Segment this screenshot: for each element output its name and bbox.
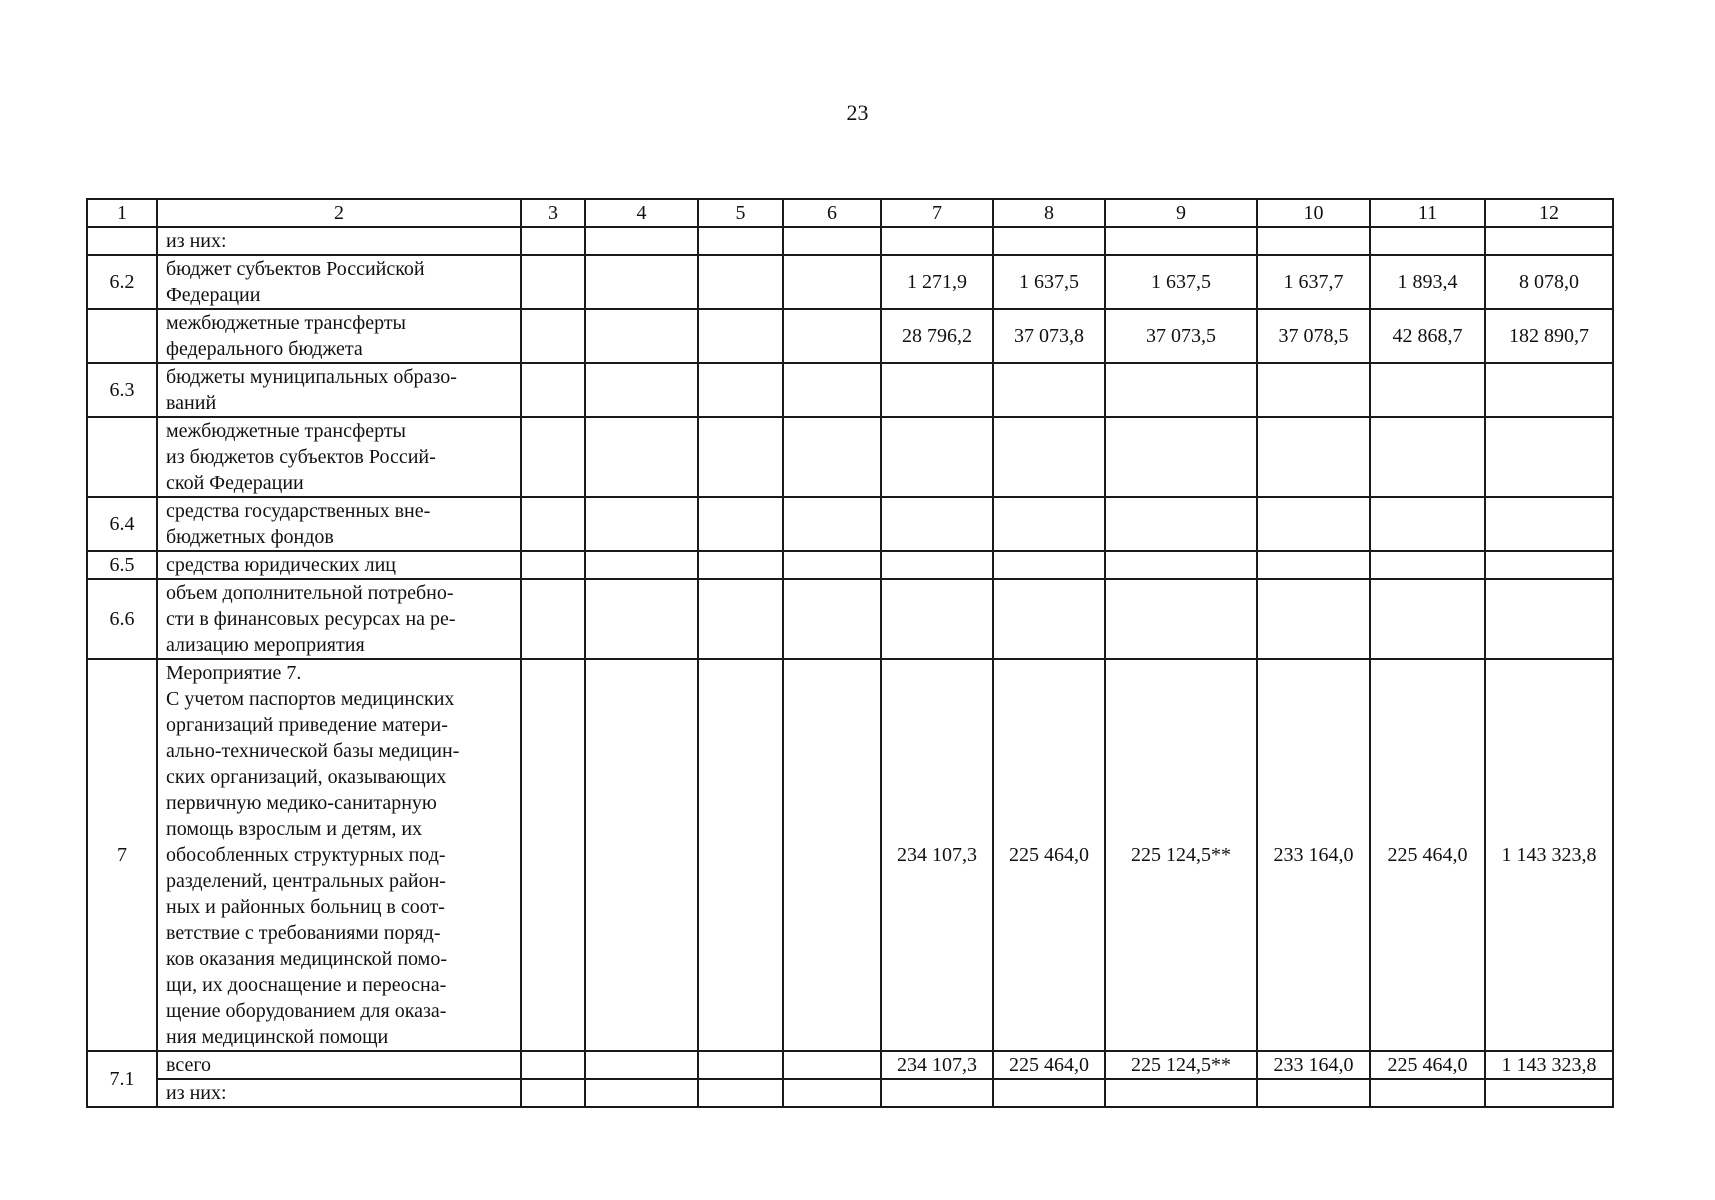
value-cell-col-9: 225 124,5** <box>1105 1051 1257 1079</box>
column-number: 11 <box>1370 199 1485 227</box>
value-cell-col-10 <box>1257 363 1370 417</box>
row-number <box>87 227 157 255</box>
value-cell-col-11: 1 893,4 <box>1370 255 1485 309</box>
value-cell-col-6 <box>783 659 881 1051</box>
value-cell-col-11 <box>1370 579 1485 659</box>
row-number <box>87 309 157 363</box>
page-number: 23 <box>846 100 869 125</box>
value-cell-col-12 <box>1485 551 1613 579</box>
value-cell-col-4 <box>585 1051 698 1079</box>
value-cell-col-7 <box>881 551 993 579</box>
value-cell-col-4 <box>585 309 698 363</box>
value-cell-col-11: 225 464,0 <box>1370 659 1485 1051</box>
value-cell-col-4 <box>585 255 698 309</box>
value-cell-col-11 <box>1370 417 1485 497</box>
table-row-7-1-sub <box>87 1079 1613 1107</box>
value-cell-col-3 <box>521 309 585 363</box>
value-cell-col-3 <box>521 227 585 255</box>
column-number: 9 <box>1105 199 1257 227</box>
column-number: 2 <box>157 199 521 227</box>
value-cell-col-6 <box>783 551 881 579</box>
value-cell-col-4 <box>585 551 698 579</box>
column-number: 7 <box>881 199 993 227</box>
value-cell-col-10: 37 078,5 <box>1257 309 1370 363</box>
value-cell-col-6 <box>783 1051 881 1079</box>
value-cell-col-10 <box>1257 551 1370 579</box>
value-cell-col-8 <box>993 363 1105 417</box>
value-cell-col-10 <box>1257 497 1370 551</box>
value-cell-col-9 <box>1105 1079 1257 1107</box>
value-cell-col-12: 182 890,7 <box>1485 309 1613 363</box>
column-number: 10 <box>1257 199 1370 227</box>
row-label: межбюджетные трансферты федерального бюджета <box>157 309 521 363</box>
value-cell-col-12: 1 143 323,8 <box>1485 659 1613 1051</box>
table-row <box>87 309 1613 363</box>
value-cell-col-9: 37 073,5 <box>1105 309 1257 363</box>
column-number: 3 <box>521 199 585 227</box>
row-label: бюджеты муниципальных образо- ваний <box>157 363 521 417</box>
value-cell-col-4 <box>585 227 698 255</box>
table-row-7-1-total <box>87 1051 1613 1079</box>
value-cell-col-7 <box>881 497 993 551</box>
table-row <box>87 551 1613 579</box>
row-number: 6.3 <box>87 363 157 417</box>
row-label: бюджет субъектов Российской Федерации <box>157 255 521 309</box>
value-cell-col-3 <box>521 1079 585 1107</box>
table-row <box>87 417 1613 497</box>
value-cell-col-4 <box>585 363 698 417</box>
value-cell-col-5 <box>698 659 783 1051</box>
value-cell-col-11 <box>1370 1079 1485 1107</box>
column-number: 5 <box>698 199 783 227</box>
value-cell-col-6 <box>783 579 881 659</box>
value-cell-col-7 <box>881 417 993 497</box>
value-cell-col-3 <box>521 551 585 579</box>
row-label: средства государственных вне- бюджетных фондов <box>157 497 521 551</box>
row-number: 7 <box>87 659 157 1051</box>
table-row <box>87 579 1613 659</box>
row-label: из них: <box>157 1079 521 1107</box>
value-cell-col-7 <box>881 579 993 659</box>
value-cell-col-12 <box>1485 363 1613 417</box>
row-label: объем дополнительной потребно- сти в финансовых ресурсах на ре- ализацию мероприятия <box>157 579 521 659</box>
value-cell-col-11 <box>1370 227 1485 255</box>
value-cell-col-8 <box>993 579 1105 659</box>
value-cell-col-5 <box>698 551 783 579</box>
column-number: 12 <box>1485 199 1613 227</box>
value-cell-col-12: 8 078,0 <box>1485 255 1613 309</box>
value-cell-col-12: 1 143 323,8 <box>1485 1051 1613 1079</box>
row-number: 6.5 <box>87 551 157 579</box>
value-cell-col-9 <box>1105 363 1257 417</box>
value-cell-col-8 <box>993 551 1105 579</box>
value-cell-col-5 <box>698 1079 783 1107</box>
value-cell-col-5 <box>698 417 783 497</box>
value-cell-col-6 <box>783 309 881 363</box>
value-cell-col-3 <box>521 659 585 1051</box>
row-number: 6.6 <box>87 579 157 659</box>
value-cell-col-10: 1 637,7 <box>1257 255 1370 309</box>
value-cell-col-3 <box>521 255 585 309</box>
table-row <box>87 255 1613 309</box>
value-cell-col-6 <box>783 417 881 497</box>
value-cell-col-10: 233 164,0 <box>1257 1051 1370 1079</box>
value-cell-col-7 <box>881 363 993 417</box>
budget-table <box>86 198 1614 1108</box>
value-cell-col-11: 42 868,7 <box>1370 309 1485 363</box>
value-cell-col-10: 233 164,0 <box>1257 659 1370 1051</box>
row-label: Мероприятие 7. С учетом паспортов медицинских организаций приведение матери- ально-технической базы медицин- ских организаций, оказывающих первичную медико-санитарную помощь взрослым и детям, их обособленных структурных под- разделений, центральных район- ных и районных больниц в соот- ветствие с требованиями поряд- ков оказания медицинской помо- щи, их дооснащение и переосна- щение оборудованием для оказа- ния медицинской помощи <box>157 659 521 1051</box>
row-label: средства юридических лиц <box>157 551 521 579</box>
value-cell-col-8: 225 464,0 <box>993 1051 1105 1079</box>
value-cell-col-4 <box>585 579 698 659</box>
table-body <box>87 199 1613 1107</box>
value-cell-col-3 <box>521 579 585 659</box>
column-number-row <box>87 199 1613 227</box>
value-cell-col-12 <box>1485 227 1613 255</box>
value-cell-col-5 <box>698 497 783 551</box>
value-cell-col-7: 234 107,3 <box>881 659 993 1051</box>
value-cell-col-8: 225 464,0 <box>993 659 1105 1051</box>
value-cell-col-6 <box>783 227 881 255</box>
value-cell-col-9: 225 124,5** <box>1105 659 1257 1051</box>
value-cell-col-11 <box>1370 551 1485 579</box>
row-number: 7.1 <box>87 1051 157 1107</box>
value-cell-col-4 <box>585 497 698 551</box>
column-number: 1 <box>87 199 157 227</box>
row-number <box>87 417 157 497</box>
value-cell-col-5 <box>698 363 783 417</box>
row-label: из них: <box>157 227 521 255</box>
value-cell-col-9 <box>1105 497 1257 551</box>
value-cell-col-8 <box>993 417 1105 497</box>
table-row <box>87 659 1613 1051</box>
value-cell-col-11: 225 464,0 <box>1370 1051 1485 1079</box>
value-cell-col-3 <box>521 363 585 417</box>
value-cell-col-7: 28 796,2 <box>881 309 993 363</box>
value-cell-col-4 <box>585 417 698 497</box>
value-cell-col-3 <box>521 1051 585 1079</box>
table-row <box>87 497 1613 551</box>
value-cell-col-5 <box>698 255 783 309</box>
table-row <box>87 363 1613 417</box>
value-cell-col-7 <box>881 227 993 255</box>
value-cell-col-3 <box>521 497 585 551</box>
value-cell-col-4 <box>585 659 698 1051</box>
value-cell-col-12 <box>1485 579 1613 659</box>
value-cell-col-7: 234 107,3 <box>881 1051 993 1079</box>
value-cell-col-10 <box>1257 227 1370 255</box>
column-number: 8 <box>993 199 1105 227</box>
value-cell-col-11 <box>1370 497 1485 551</box>
row-label: всего <box>157 1051 521 1079</box>
row-number: 6.2 <box>87 255 157 309</box>
value-cell-col-12 <box>1485 417 1613 497</box>
value-cell-col-4 <box>585 1079 698 1107</box>
row-number: 6.4 <box>87 497 157 551</box>
value-cell-col-5 <box>698 227 783 255</box>
table-row <box>87 227 1613 255</box>
row-label: межбюджетные трансферты из бюджетов субъектов Россий- ской Федерации <box>157 417 521 497</box>
value-cell-col-8: 1 637,5 <box>993 255 1105 309</box>
value-cell-col-9 <box>1105 579 1257 659</box>
value-cell-col-12 <box>1485 497 1613 551</box>
value-cell-col-8 <box>993 227 1105 255</box>
value-cell-col-8 <box>993 1079 1105 1107</box>
column-number: 4 <box>585 199 698 227</box>
value-cell-col-6 <box>783 497 881 551</box>
value-cell-col-6 <box>783 255 881 309</box>
value-cell-col-5 <box>698 1051 783 1079</box>
value-cell-col-10 <box>1257 1079 1370 1107</box>
value-cell-col-7 <box>881 1079 993 1107</box>
value-cell-col-9 <box>1105 551 1257 579</box>
value-cell-col-8 <box>993 497 1105 551</box>
value-cell-col-10 <box>1257 579 1370 659</box>
column-number: 6 <box>783 199 881 227</box>
value-cell-col-9 <box>1105 417 1257 497</box>
value-cell-col-10 <box>1257 417 1370 497</box>
value-cell-col-6 <box>783 363 881 417</box>
value-cell-col-9: 1 637,5 <box>1105 255 1257 309</box>
value-cell-col-12 <box>1485 1079 1613 1107</box>
value-cell-col-5 <box>698 579 783 659</box>
value-cell-col-3 <box>521 417 585 497</box>
value-cell-col-5 <box>698 309 783 363</box>
value-cell-col-11 <box>1370 363 1485 417</box>
value-cell-col-6 <box>783 1079 881 1107</box>
value-cell-col-9 <box>1105 227 1257 255</box>
value-cell-col-8: 37 073,8 <box>993 309 1105 363</box>
value-cell-col-7: 1 271,9 <box>881 255 993 309</box>
